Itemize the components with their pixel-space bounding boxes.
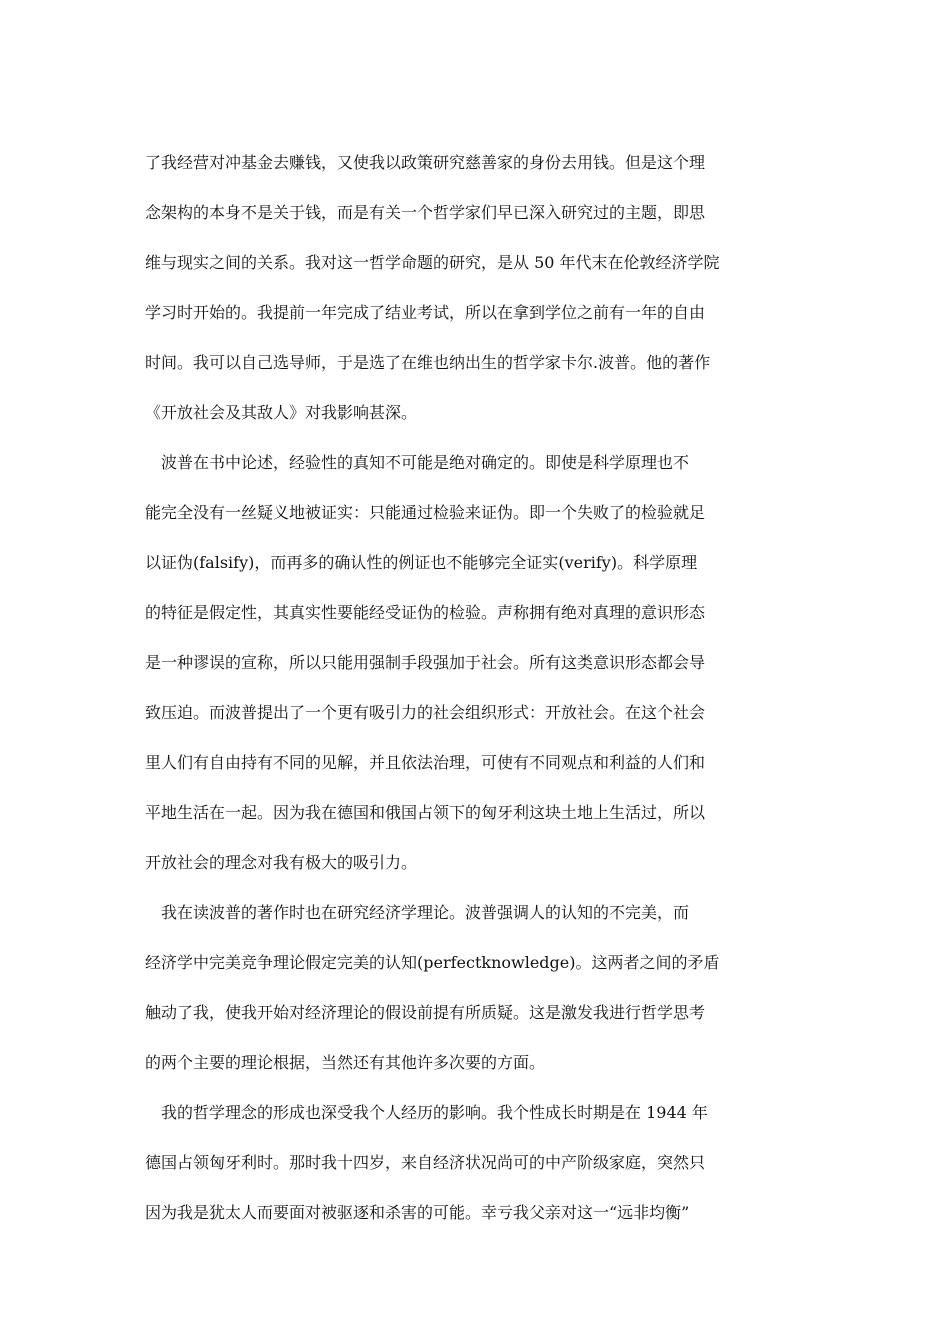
text-line: 平地生活在一起。因为我在德国和俄国占领下的匈牙利这块土地上生活过，所以 <box>145 803 706 822</box>
text-line: 能完全没有一丝疑义地被证实：只能通过检验来证伪。即一个失败了的检验就足 <box>145 503 706 522</box>
text-line: 触动了我，使我开始对经济理论的假设前提有所质疑。这是激发我进行哲学思考 <box>145 1003 706 1022</box>
text-line: 因为我是犹太人而要面对被驱逐和杀害的可能。幸亏我父亲对这一“远非均衡” <box>145 1203 690 1222</box>
text-line: 波普在书中论述，经验性的真知不可能是绝对确定的。即使是科学原理也不 <box>145 453 690 472</box>
text-line: 致压迫。而波普提出了一个更有吸引力的社会组织形式：开放社会。在这个社会 <box>145 703 706 722</box>
text-line: 维与现实之间的关系。我对这一哲学命题的研究，是从 50 年代末在伦敦经济学院 <box>145 253 720 272</box>
text-line: 是一种谬误的宣称，所以只能用强制手段强加于社会。所有这类意识形态都会导 <box>145 653 706 672</box>
text-line: 德国占领匈牙利时。那时我十四岁，来自经济状况尚可的中产阶级家庭，突然只 <box>145 1153 706 1172</box>
text-line: 里人们有自由持有不同的见解，并且依法治理，可使有不同观点和利益的人们和 <box>145 753 706 772</box>
text-line: 学习时开始的。我提前一年完成了结业考试，所以在拿到学位之前有一年的自由 <box>145 303 706 322</box>
text-line: 念架构的本身不是关于钱，而是有关一个哲学家们早已深入研究过的主题，即思 <box>145 203 706 222</box>
text-line: 的特征是假定性，其真实性要能经受证伪的检验。声称拥有绝对真理的意识形态 <box>145 603 706 622</box>
text-line: 《开放社会及其敌人》对我影响甚深。 <box>145 403 418 422</box>
text-line: 开放社会的理念对我有极大的吸引力。 <box>145 853 418 872</box>
text-line: 的两个主要的理论根据，当然还有其他许多次要的方面。 <box>145 1053 546 1072</box>
text-line: 我的哲学理念的形成也深受我个人经历的影响。我个性成长时期是在 1944 年 <box>145 1103 708 1122</box>
text-line: 以证伪(falsify)，而再多的确认性的例证也不能够完全证实(verify)。科学原理 <box>145 553 698 572</box>
text-line: 经济学中完美竞争理论假定完美的认知(perfectknowledge)。这两者之间的矛盾 <box>145 953 720 972</box>
body-text <box>145 146 745 1246</box>
text-line: 了我经营对冲基金去赚钱，又使我以政策研究慈善家的身份去用钱。但是这个理 <box>145 153 706 172</box>
text-line: 我在读波普的著作时也在研究经济学理论。波普强调人的认知的不完美，而 <box>145 903 690 922</box>
text-line: 时间。我可以自己选导师，于是选了在维也纳出生的哲学家卡尔.波普。他的著作 <box>145 353 711 372</box>
